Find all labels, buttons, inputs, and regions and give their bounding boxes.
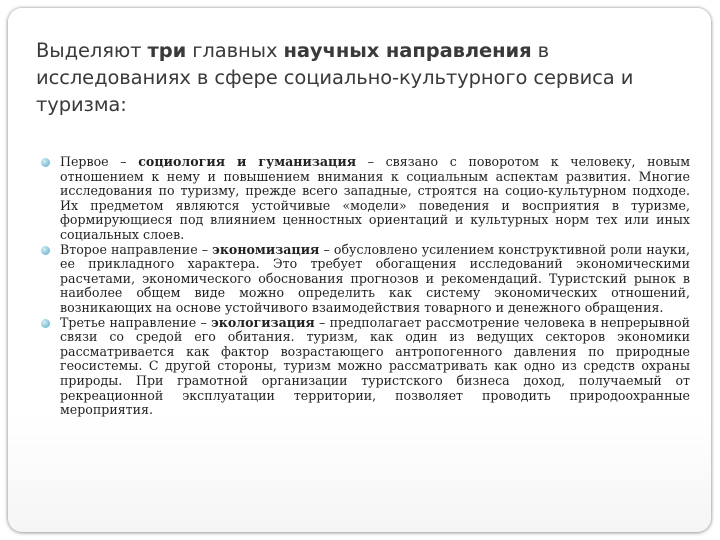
title-emphasis-directions: научных направления bbox=[283, 39, 532, 62]
bullet-dot-icon bbox=[41, 319, 50, 328]
bullet-dot-icon bbox=[41, 246, 50, 255]
bullet-text: – предполагает рассмотрение человека в непрерывной связи со средой его обитания. туризм, как один из ведущих секторов экономики рассматривается как фактор возрастающего антропогенного давления по природные геосистемы. С другой стороны, туризм можно рассматривать как одно из средств охраны природы. При грамотной организации туристского бизнеса доход, получаемый от рекреационной эксплуатации территории, позволяет проводить природоохранные мероприятия. bbox=[60, 314, 690, 418]
bullet-lead: Второе направление – bbox=[60, 241, 213, 257]
bullet-lead: Третье направление – bbox=[60, 314, 212, 330]
bullet-item-economization bbox=[60, 243, 690, 316]
bullet-term: экономизация bbox=[212, 241, 320, 257]
bullet-lead: Первое – bbox=[60, 154, 139, 169]
title-part-5: в исследованиях в сфере социально-культурного сервиса и туризма: bbox=[36, 39, 634, 116]
bullet-list bbox=[60, 155, 690, 418]
slide-title bbox=[36, 37, 686, 118]
title-emphasis-three: три bbox=[147, 39, 187, 62]
title-part-1: Выделяют bbox=[36, 39, 148, 62]
slide bbox=[8, 8, 711, 532]
bullet-term: экологизация bbox=[211, 314, 315, 330]
bullet-term: социология и гуманизация bbox=[138, 154, 357, 169]
bullet-text: – обусловлено усилением конструктивной роли науки, ее прикладного характера. Это требует обогащения исследований экономическими расчетами, экономического обоснования прогнозов и рекомендаций. Туристский рынок в наиболее общем виде можно определить как систему экономических отношений, возникающих на основе устойчивого взаимодействия товарного и денежного обращения. bbox=[60, 241, 690, 315]
bullet-item-sociology bbox=[60, 155, 690, 243]
bullet-item-ecologization bbox=[60, 316, 690, 418]
bullet-text: – связано с поворотом к человеку, новым отношением к нему и повышением внимания к социальным аспектам развития. Многие исследования по туризму, прежде всего западные, строятся на социо-культурном подходе. Их предметом являются устойчивые «модели» поведения и восприятия в туризме, формирующиеся под влиянием ценностных ориентаций и культурных норм тех или иных социальных слоев. bbox=[60, 154, 690, 242]
bullet-dot-icon bbox=[41, 158, 50, 167]
title-part-3: главных bbox=[186, 39, 284, 62]
